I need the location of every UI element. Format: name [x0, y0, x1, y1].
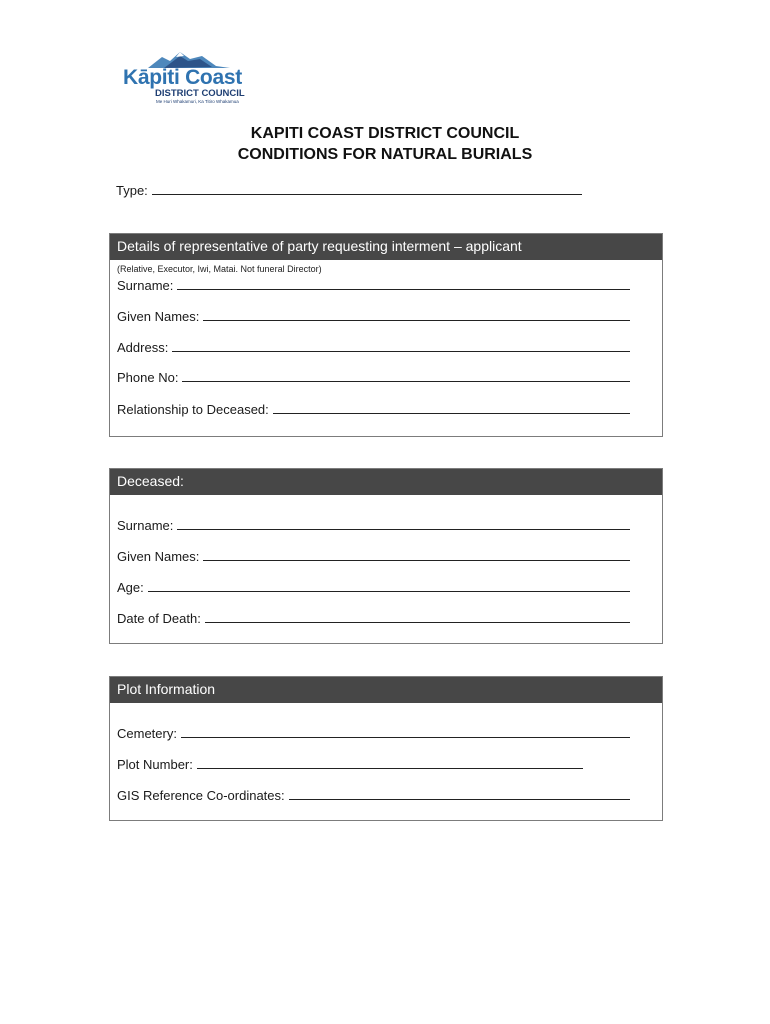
applicant-address-field[interactable] — [117, 340, 630, 355]
deceased-header: Deceased: — [110, 469, 662, 495]
applicant-relationship-field[interactable] — [117, 402, 630, 417]
field-label: GIS Reference Co-ordinates: — [117, 788, 285, 803]
field-label: Date of Death: — [117, 611, 201, 626]
field-label: Surname: — [117, 518, 174, 533]
type-field[interactable] — [116, 183, 582, 198]
field-label: Cemetery: — [117, 726, 177, 741]
field-label: Given Names: — [117, 549, 200, 564]
input-line[interactable] — [289, 798, 630, 800]
applicant-given-names-field[interactable] — [117, 309, 630, 324]
applicant-section — [109, 233, 663, 437]
page-title-line1: KAPITI COAST DISTRICT COUNCIL — [250, 125, 520, 142]
input-line[interactable] — [205, 621, 630, 623]
plot-section — [109, 676, 663, 821]
plot-cemetery-field[interactable] — [117, 726, 630, 741]
field-label: Age: — [117, 580, 144, 595]
input-line[interactable] — [182, 380, 630, 382]
field-label: Relationship to Deceased: — [117, 402, 269, 417]
input-line[interactable] — [203, 559, 630, 561]
type-label: Type: — [116, 183, 148, 198]
deceased-date-of-death-field[interactable] — [117, 611, 630, 626]
deceased-age-field[interactable] — [117, 580, 630, 595]
page-title-line2: CONDITIONS FOR NATURAL BURIALS — [237, 146, 533, 163]
field-label: Address: — [117, 340, 169, 355]
applicant-surname-field[interactable] — [117, 278, 630, 293]
plot-header: Plot Information — [110, 677, 662, 703]
logo-name: Kāpiti Coast — [123, 66, 242, 89]
applicant-note: (Relative, Executor, Iwi, Matai. Not funeral Director) — [117, 264, 322, 274]
input-line[interactable] — [197, 767, 583, 769]
input-line[interactable] — [273, 412, 630, 414]
input-line[interactable] — [148, 590, 630, 592]
field-label: Surname: — [117, 278, 174, 293]
input-line[interactable] — [203, 319, 630, 321]
logo-tagline: Me Huri Whakamuri, Ka Titiro Whakamua — [156, 99, 239, 104]
applicant-header: Details of representative of party requesting interment – applicant — [110, 234, 662, 260]
deceased-section — [109, 468, 663, 644]
input-line[interactable] — [181, 736, 630, 738]
input-line[interactable] — [177, 528, 630, 530]
input-line[interactable] — [177, 288, 630, 290]
field-label: Phone No: — [117, 370, 179, 385]
logo-subtitle: DISTRICT COUNCIL — [155, 88, 245, 99]
input-line[interactable] — [172, 350, 630, 352]
plot-gis-field[interactable] — [117, 788, 630, 803]
council-logo — [120, 48, 260, 106]
applicant-phone-field[interactable] — [117, 370, 630, 385]
deceased-given-names-field[interactable] — [117, 549, 630, 564]
field-label: Given Names: — [117, 309, 200, 324]
type-input-line[interactable] — [152, 193, 582, 195]
field-label: Plot Number: — [117, 757, 193, 772]
plot-number-field[interactable] — [117, 757, 583, 772]
deceased-surname-field[interactable] — [117, 518, 630, 533]
